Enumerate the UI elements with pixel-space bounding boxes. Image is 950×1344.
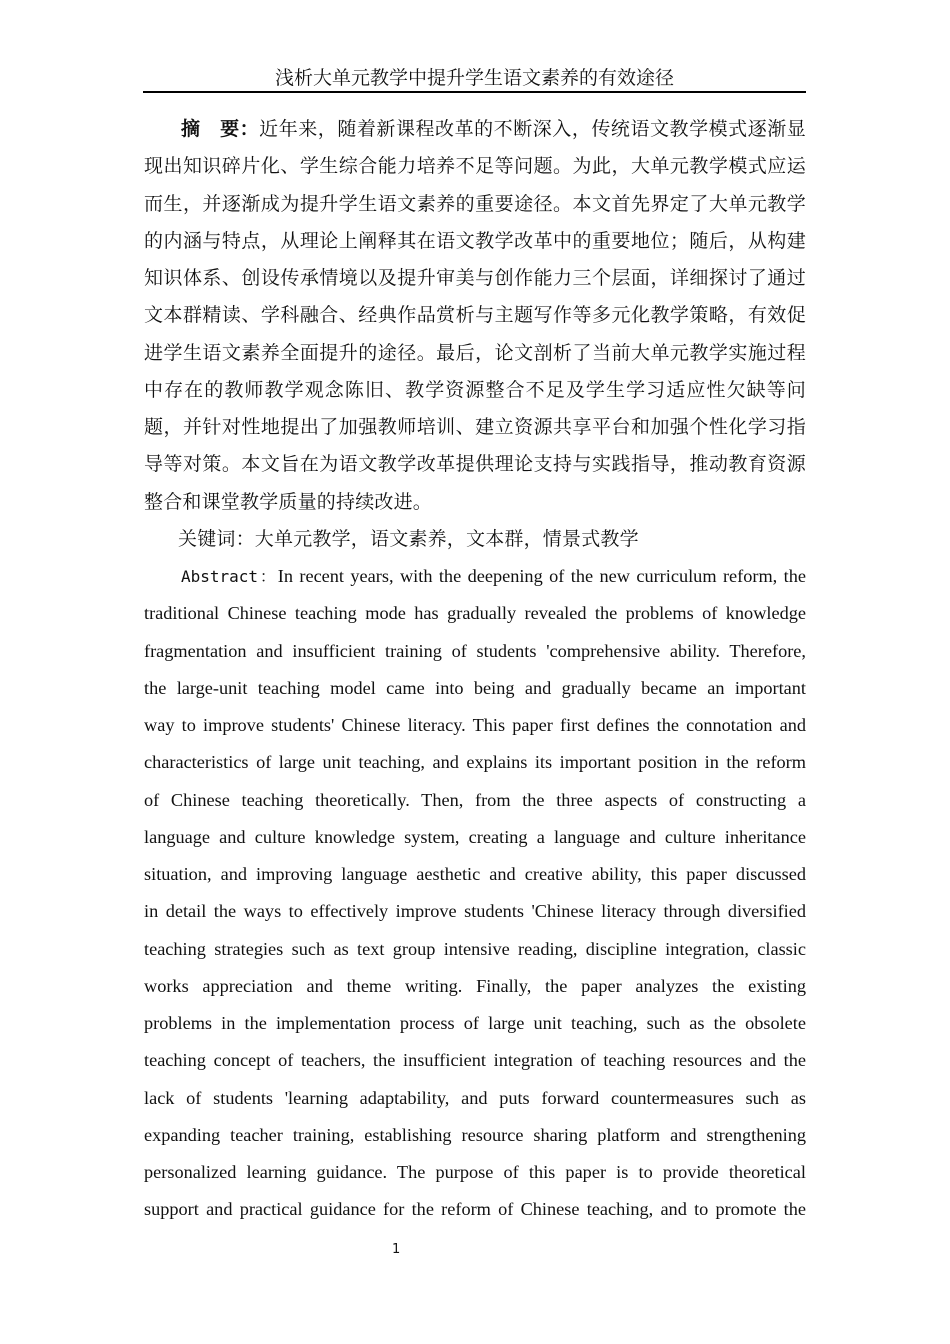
line-text: situation, and improving language aesthetic and creative ability, this paper discussed — [144, 864, 806, 884]
abstract-zh-line — [144, 372, 806, 409]
abstract-zh-line — [144, 446, 806, 483]
line-text: lack of students 'learning adaptability, and puts forward countermeasures such as — [144, 1087, 806, 1108]
abstract-zh-line — [144, 148, 806, 185]
line-text: the large-unit teaching model came into being and gradually became an important — [144, 677, 806, 698]
line-text: works appreciation and theme writing. Finally, the paper analyzes the existing — [144, 975, 806, 996]
abstract-en-line — [144, 1117, 806, 1154]
abstract-zh-line — [144, 111, 806, 148]
line-text: of Chinese teaching theoretically. Then, from the three aspects of constructing a — [144, 789, 806, 810]
line-text: fragmentation and insufficient training of students 'comprehensive ability. Therefore, — [144, 640, 806, 661]
page-number: 1 — [392, 1242, 401, 1257]
line-text: expanding teacher training, establishing resource sharing platform and strengthening — [144, 1124, 806, 1145]
abstract-en-line — [144, 1080, 806, 1117]
line-text: In recent years, with the deepening of the new curriculum reform, the — [277, 566, 806, 586]
line-text: 近年来，随着新课程改革的不断深入，传统语文教学模式逐渐显 — [259, 119, 806, 140]
abstract-en-line — [144, 819, 806, 856]
abstract-zh-line — [144, 335, 806, 372]
abstract-en-line — [144, 931, 806, 968]
chinese-abstract — [144, 111, 806, 521]
abstract-en-line — [144, 856, 806, 893]
abstract-zh-line — [144, 297, 806, 334]
abstract-en-label: Abstract： — [181, 567, 278, 586]
abstract-en-line — [144, 558, 806, 595]
line-text: 现出知识碎片化、学生综合能力培养不足等问题。为此，大单元教学模式应运 — [144, 156, 806, 178]
line-text: 整合和课堂教学质量的持续改进。 — [144, 491, 433, 513]
line-text: teaching concept of teachers, the insufficient integration of teaching resources and the — [144, 1050, 806, 1071]
abstract-en-line — [144, 1005, 806, 1042]
abstract-zh-line — [144, 186, 806, 223]
abstract-en-line — [144, 633, 806, 670]
abstract-zh-line — [144, 223, 806, 260]
english-abstract — [144, 558, 806, 1229]
abstract-en-line — [144, 707, 806, 744]
abstract-zh-line — [144, 409, 806, 446]
abstract-en-line — [144, 893, 806, 930]
abstract-en-line — [144, 1191, 806, 1228]
line-text: 进学生语文素养全面提升的途径。最后，论文剖析了当前大单元教学实施过程 — [144, 342, 806, 364]
line-text: 文本群精读、学科融合、经典作品赏析与主题写作等多元化教学策略，有效促 — [144, 305, 806, 327]
line-text: personalized learning guidance. The purpose of this paper is to provide theoretical — [144, 1162, 806, 1182]
abstract-en-line — [144, 595, 806, 632]
line-text: characteristics of large unit teaching, and explains its important position in the reform — [144, 752, 806, 773]
line-text: support and practical guidance for the reform of Chinese teaching, and to promote the — [144, 1199, 806, 1220]
line-text: language and culture knowledge system, creating a language and culture inheritance — [144, 826, 806, 847]
abstract-zh-line — [144, 260, 806, 297]
line-text: traditional Chinese teaching mode has gradually revealed the problems of knowledge — [144, 603, 806, 624]
line-text: 题，并针对性地提出了加强教师培训、建立资源共享平台和加强个性化学习指 — [144, 417, 806, 438]
abstract-zh-line — [144, 484, 806, 521]
line-text: problems in the implementation process of large unit teaching, such as the obsolete — [144, 1013, 806, 1033]
line-text: 而生，并逐渐成为提升学生语文素养的重要途径。本文首先界定了大单元教学 — [144, 193, 806, 215]
abstract-en-line — [144, 1154, 806, 1191]
abstract-zh-label: 摘 要： — [181, 119, 260, 140]
header-rule — [143, 91, 806, 93]
abstract-en-line — [144, 968, 806, 1005]
abstract-en-line — [144, 670, 806, 707]
line-text: 的内涵与特点，从理论上阐释其在语文教学改革中的重要地位；随后，从构建 — [144, 230, 806, 252]
page-body — [144, 111, 806, 1229]
line-text: 中存在的教师教学观念陈旧、教学资源整合不足及学生学习适应性欠缺等问 — [144, 379, 806, 401]
line-text: 知识体系、创设传承情境以及提升审美与创作能力三个层面，详细探讨了通过 — [144, 268, 806, 289]
abstract-en-line — [144, 744, 806, 781]
running-header-title: 浅析大单元教学中提升学生语文素养的有效途径 — [274, 68, 674, 89]
abstract-en-line — [144, 782, 806, 819]
keywords-line: 关键词：大单元教学，语文素养，文本群，情景式教学 — [178, 528, 639, 550]
line-text: 导等对策。本文旨在为语文教学改革提供理论支持与实践指导，推动教育资源 — [144, 454, 806, 476]
line-text: way to improve students' Chinese literacy. This paper first defines the connotation and — [144, 715, 806, 735]
line-text: teaching strategies such as text group intensive reading, discipline integration, classic — [144, 938, 806, 959]
line-text: in detail the ways to effectively improve students 'Chinese literacy through diversified — [144, 901, 806, 922]
abstract-en-line — [144, 1042, 806, 1079]
